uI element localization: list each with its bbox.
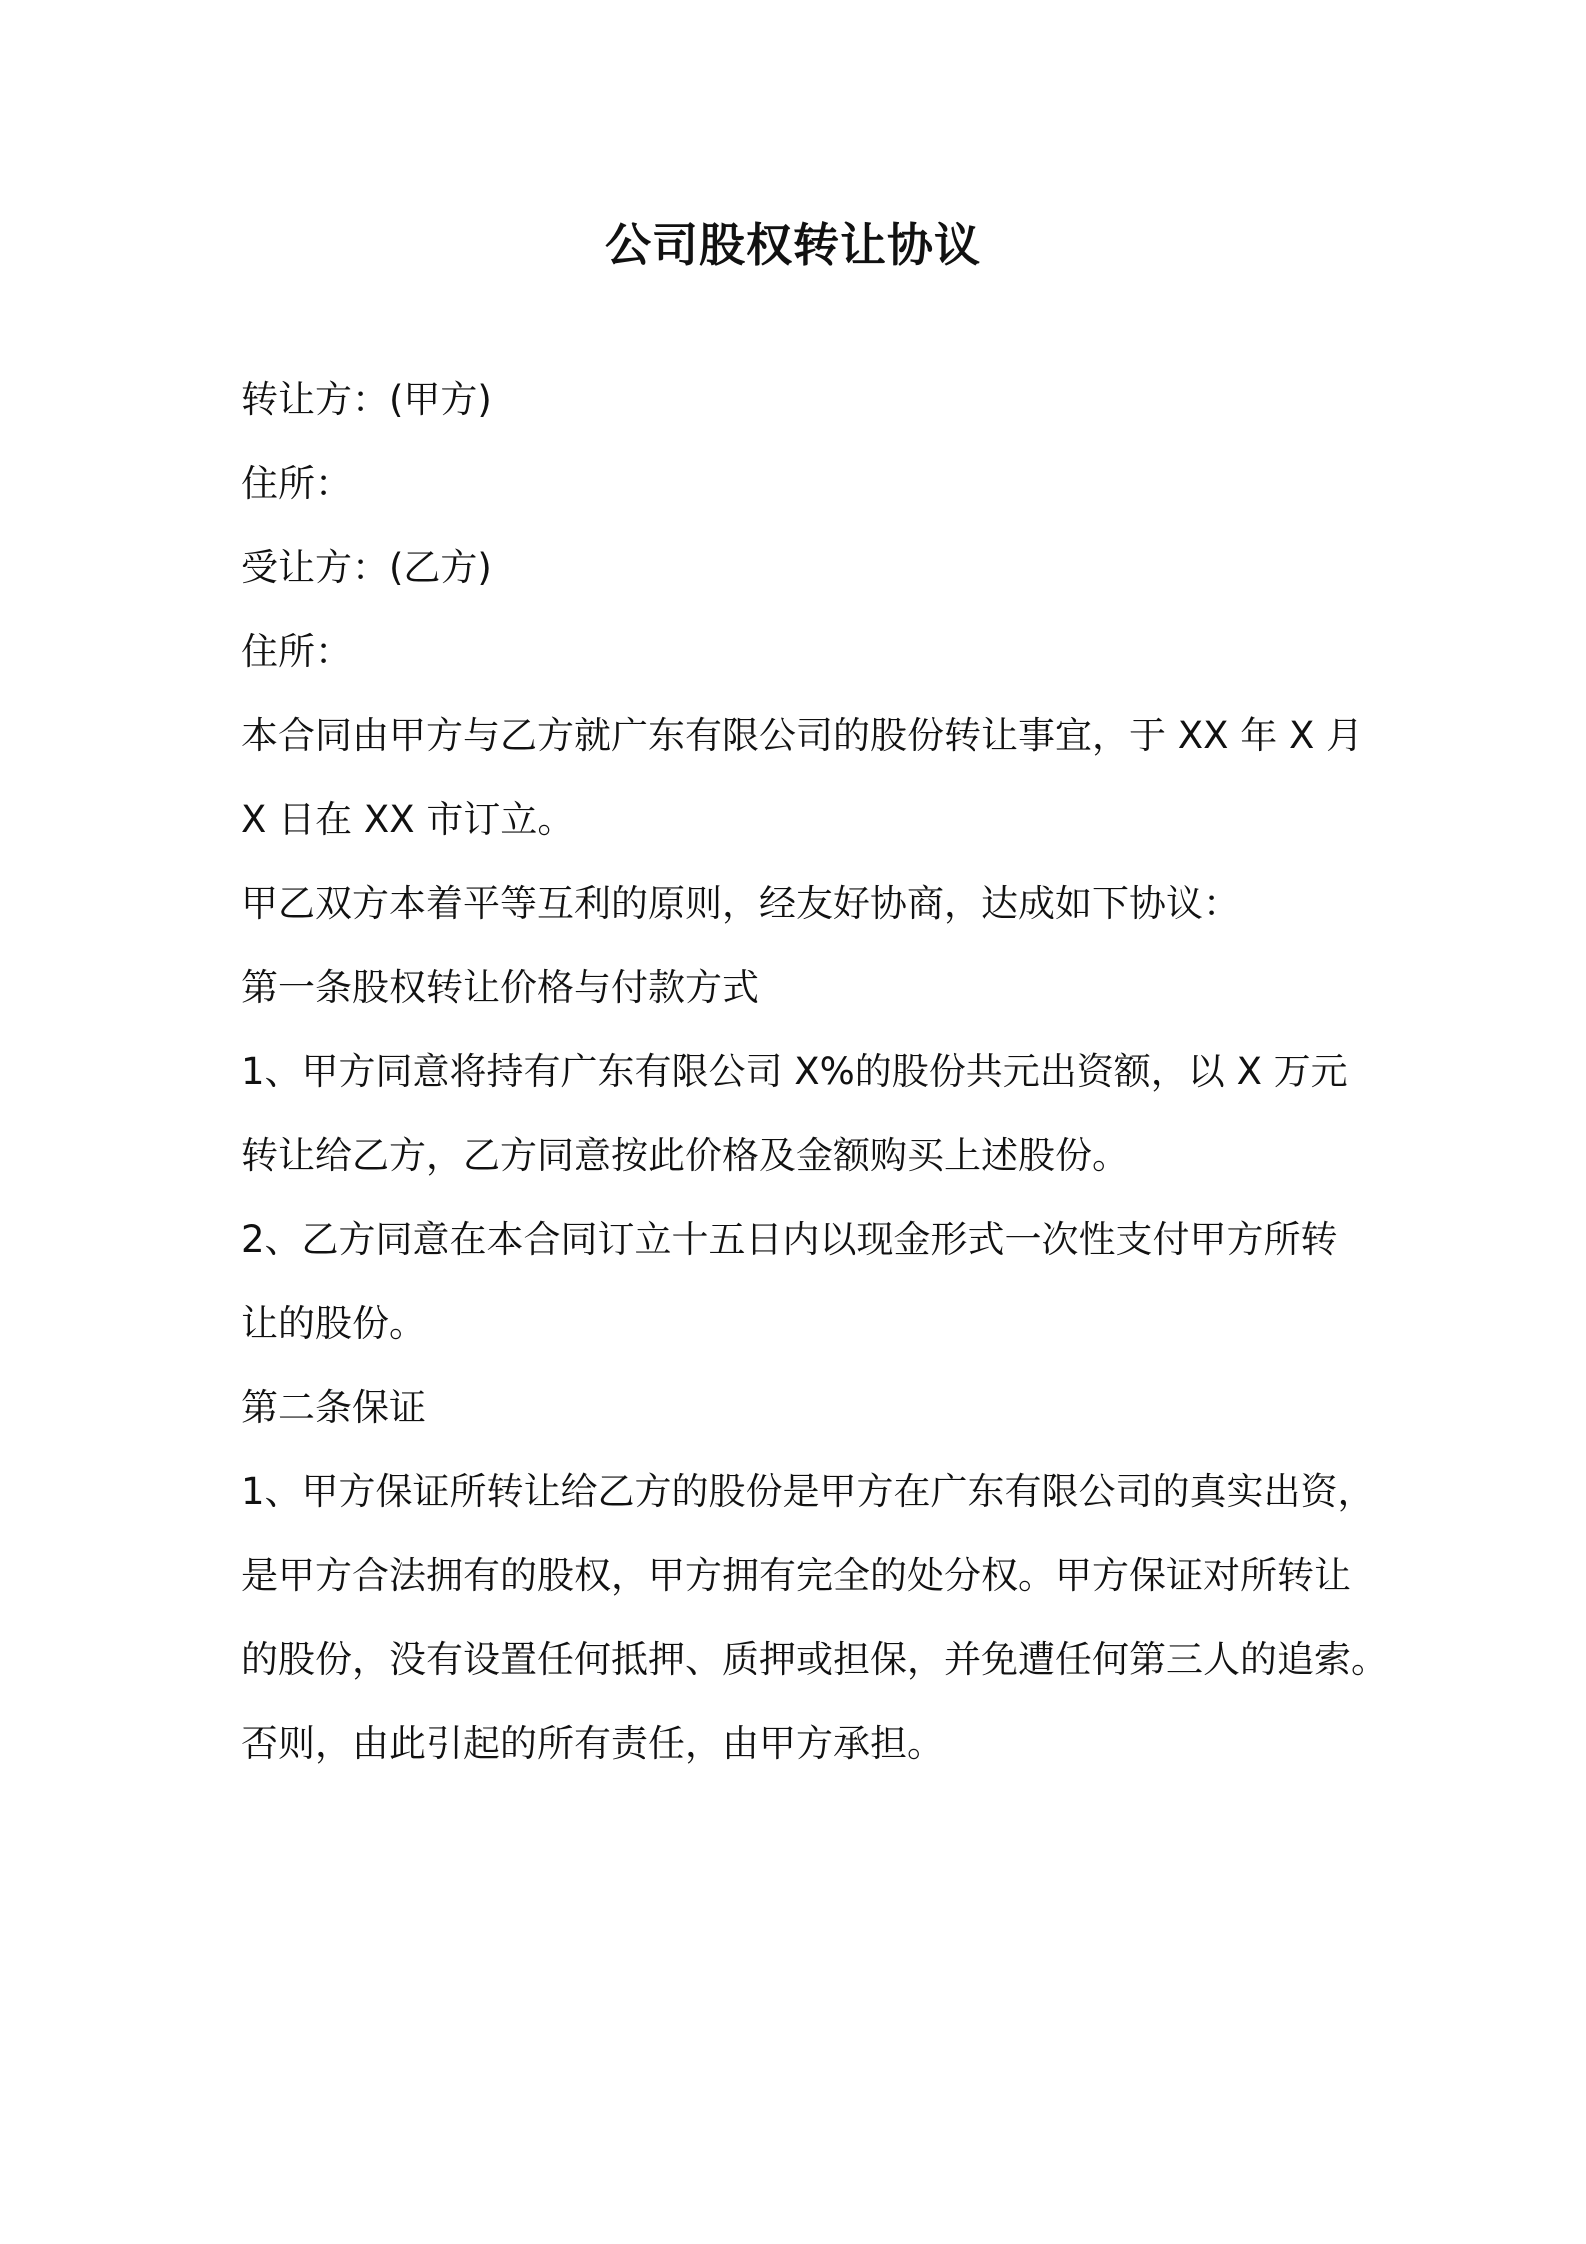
transferee-address-line: 住所： (241, 630, 352, 673)
transferee-line: 受让方：(乙方) (241, 546, 492, 589)
paragraph-line: 1、甲方同意将持有广东有限公司 X%的股份共元出资额，以 X 万元 (241, 1050, 1348, 1093)
paragraph-line: 甲乙双方本着平等互利的原则，经友好协商，达成如下协议： (241, 882, 1240, 925)
paragraph-line: 1、甲方保证所转让给乙方的股份是甲方在广东有限公司的真实出资， (241, 1470, 1375, 1513)
paragraph-line: 转让给乙方，乙方同意按此价格及金额购买上述股份。 (241, 1134, 1129, 1177)
article-heading: 第二条保证 (241, 1386, 426, 1429)
paragraph-line: 让的股份。 (241, 1302, 426, 1345)
paragraph-line: 本合同由甲方与乙方就广东有限公司的股份转让事宜，于 XX 年 X 月 (241, 714, 1364, 757)
paragraph-line: 2、乙方同意在本合同订立十五日内以现金形式一次性支付甲方所转 (241, 1218, 1338, 1261)
transferor-line: 转让方：(甲方) (241, 378, 492, 421)
document-title: 公司股权转让协议 (605, 218, 981, 272)
paragraph-line: 否则，由此引起的所有责任，由甲方承担。 (241, 1722, 944, 1765)
document-body (241, 358, 1388, 1786)
paragraph-line: X 日在 XX 市订立。 (241, 798, 575, 841)
article-heading: 第一条股权转让价格与付款方式 (241, 966, 759, 1009)
transferor-address-line: 住所： (241, 462, 352, 505)
paragraph-line: 是甲方合法拥有的股权，甲方拥有完全的处分权。甲方保证对所转让 (241, 1554, 1351, 1597)
paragraph-line: 的股份，没有设置任何抵押、质押或担保，并免遭任何第三人的追索。 (241, 1638, 1388, 1681)
